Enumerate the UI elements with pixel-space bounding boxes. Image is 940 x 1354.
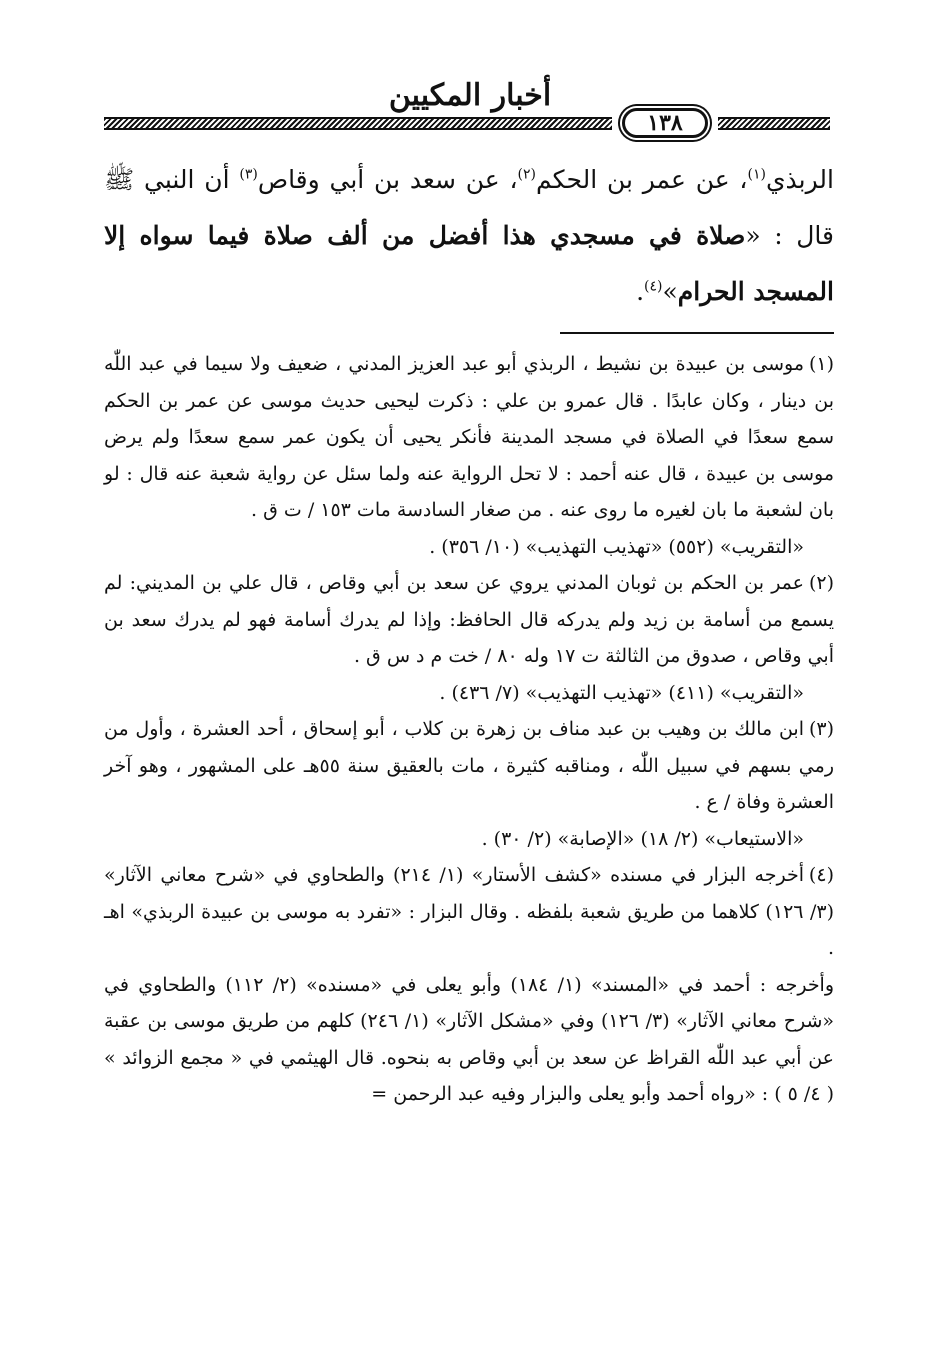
footnote-text: موسى بن عبيدة بن نشيط ، الربذي أبو عبد العزيز المدني ، ضعيف ولا سيما في عبد اللّٰه بن دينار ، وكان عابدًا . قال عمرو بن علي : ذكرت ليحيى حديث موسى عن عمر بن الحكم سمع سعدًا في الصلاة في مسجد المدينة فأنكر يحيى أن يكون عمر سمع سعدًا ولم يرض موسى بن عبيدة ، قال عنه أحمد : لا تحل الرواية عنه ولما سئل عن رواية شعبة عنه قال : لو بان لشعبة ما بان لغيره ما روى عنه . من صغار السادسة مات ١٥٣ / ت ق . [104, 353, 834, 521]
main-text [104, 152, 834, 320]
footnote-number: (١) [808, 353, 834, 375]
main-segment: الربذي [765, 165, 834, 194]
footnote-source: «الاستيعاب» (٢/ ١٨) «الإصابة» (٢/ ٣٠) . [481, 827, 804, 850]
main-segment: . [636, 277, 645, 306]
header-ornament-rule-left [104, 117, 612, 130]
footnote-continuation: وأخرجه : أحمد في «المسند» (١/ ١٨٤) وأبو يعلى في «مسنده» (٢/ ١١٢) والطحاوي في «شرح معاني الآثار» (٣/ ١٢٦) وفي «مشكل الآثار» (١/ ٢٤٦) كلهم من طريق موسى بن عقبة عن أبي عبد اللّٰه القراظ عن سعد بن أبي وقاص به بنحوه. قال الهيثمي في « مجمع الزوائد » ( ٤/ ٥ ) : «رواه أحمد وأبو يعلى والبزار وفيه عبد الرحمن = [104, 973, 835, 1105]
footnote-source: «التقريب» (٥٥٢) «تهذيب التهذيب» (١٠/ ٣٥٦) . [429, 535, 804, 558]
footnote-ref-1: (١) [747, 166, 766, 183]
footnote-4 [104, 857, 834, 967]
footnote-separator [560, 332, 834, 334]
header-ornament-rule-right [718, 117, 830, 130]
footnote-ref-4: (٤) [644, 278, 663, 295]
main-segment: أن النبي ﷺ قال : « [104, 165, 835, 250]
main-segment: ، عن سعد بن أبي وقاص [257, 165, 518, 194]
page-number-badge: ١٣٨ [622, 108, 708, 138]
footnote-number: (٣) [808, 718, 834, 740]
main-segment: » [662, 277, 678, 306]
hadith-text: صلاة في مسجدي هذا أفضل من ألف صلاة فيما سواه إلا المسجد الحرام [104, 221, 834, 306]
running-title: أخبار المكيين [388, 78, 552, 113]
footnote-source: «التقريب» (٤١١) «تهذيب التهذيب» (٧/ ٤٣٦) . [439, 681, 804, 704]
footnotes [104, 346, 834, 1113]
main-segment: ، عن عمر بن الحكم [536, 165, 748, 194]
main-paragraph [104, 152, 834, 320]
footnote-text: أخرجه البزار في مسنده «كشف الأستار» (١/ ٢١٤) والطحاوي في «شرح معاني الآثار» (٣/ ١٢٦) كلاهما من طريق شعبة بلفظه . وقال البزار : «تفرد به موسى بن عبيدة الربذي» اهـ . [104, 864, 834, 959]
footnote-number: (٤) [808, 864, 834, 886]
footnote-number: (٢) [808, 572, 834, 594]
footnote-ref-2: (٢) [517, 166, 537, 183]
footnote-1 [104, 346, 834, 565]
footnote-3 [104, 711, 834, 857]
footnote-2 [104, 565, 834, 711]
footnote-text: عمر بن الحكم بن ثوبان المدني يروي عن سعد بن أبي وقاص ، قال علي بن المديني: لم يسمع من أسامة بن زيد ولم يدركه قال الحافظ: وإذا لم يدرك أسامة فهو لم يدرك سعد بن أبي وقاص ، صدوق من الثالثة ت ١٧ وله ٨٠ / خت م د س ق . [104, 572, 834, 667]
footnote-text: ابن مالك بن وهيب بن عبد مناف بن زهرة بن كلاب ، أبو إسحاق ، أحد العشرة ، وأول من رمي بسهم في سبيل اللّٰه ، ومناقبه كثيرة ، مات بالعقيق سنة ٥٥هـ على المشهور ، وهو آخر العشرة وفاة / ع . [104, 718, 834, 813]
footnote-ref-3: (٣) [239, 166, 258, 183]
